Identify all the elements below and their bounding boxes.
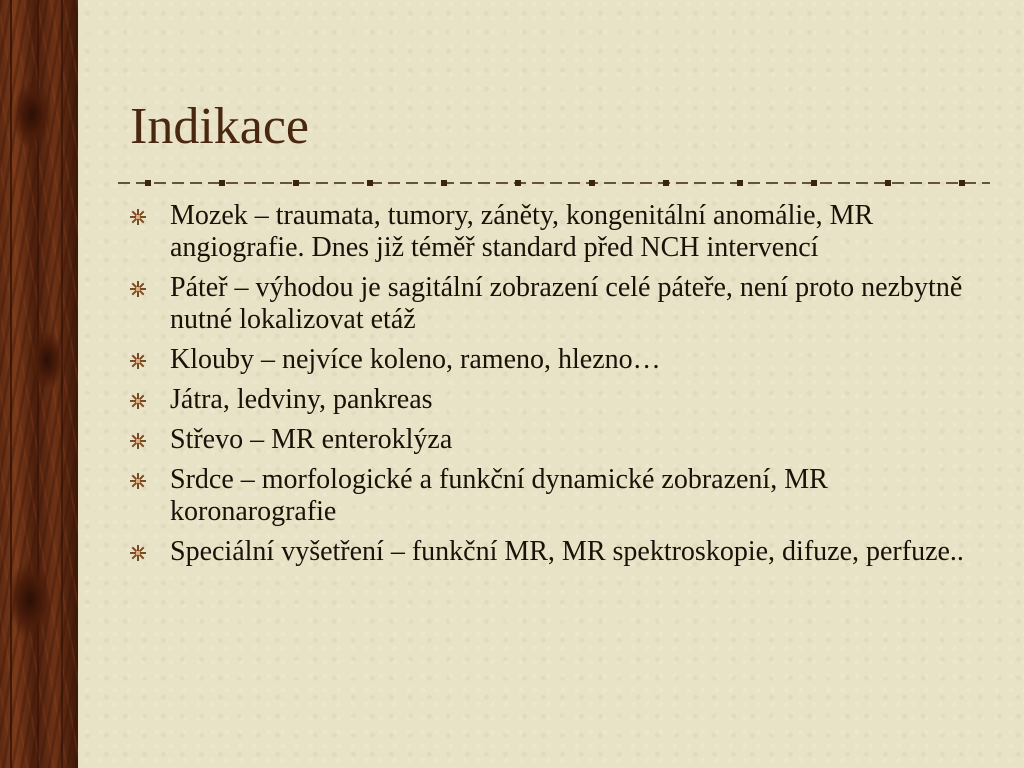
list-item bbox=[130, 464, 1000, 528]
star-burst-icon bbox=[130, 353, 146, 369]
divider-square-mark bbox=[145, 180, 151, 186]
dashed-divider bbox=[118, 176, 990, 190]
star-burst-icon bbox=[130, 433, 146, 449]
bullet-text: Páteř – výhodou je sagitální zobrazení celé páteře, není proto nezbytně nutné lokalizovat etáž bbox=[170, 272, 963, 335]
star-burst-icon bbox=[130, 473, 146, 489]
divider-square-mark bbox=[589, 180, 595, 186]
wood-knot bbox=[30, 330, 64, 390]
divider-square-mark bbox=[663, 180, 669, 186]
star-burst-icon bbox=[130, 393, 146, 409]
list-item bbox=[130, 536, 1000, 568]
bullet-text: Klouby – nejvíce koleno, rameno, hlezno… bbox=[170, 344, 661, 375]
divider-square-mark bbox=[441, 180, 447, 186]
list-item bbox=[130, 424, 1000, 456]
wood-grain-line bbox=[61, 0, 63, 768]
wood-knot bbox=[8, 560, 52, 640]
list-item bbox=[130, 384, 1000, 416]
wood-knot bbox=[12, 80, 52, 150]
list-item bbox=[130, 344, 1000, 376]
divider-square-mark bbox=[293, 180, 299, 186]
wood-texture-sidebar bbox=[0, 0, 78, 768]
star-burst-icon bbox=[130, 281, 146, 297]
divider-square-mark bbox=[219, 180, 225, 186]
bullet-text: Játra, ledviny, pankreas bbox=[170, 384, 433, 415]
bullet-text: Mozek – traumata, tumory, záněty, kongenitální anomálie, MR angiografie. Dnes již téměř standard před NCH intervencí bbox=[170, 200, 874, 263]
bullet-text: Střevo – MR enteroklýza bbox=[170, 424, 453, 455]
list-item bbox=[130, 200, 1000, 264]
bullet-list bbox=[130, 200, 1000, 576]
divider-square-mark bbox=[885, 180, 891, 186]
star-burst-icon bbox=[130, 545, 146, 561]
divider-square-mark bbox=[515, 180, 521, 186]
divider-square-mark bbox=[367, 180, 373, 186]
divider-square-mark bbox=[811, 180, 817, 186]
bullet-text: Srdce – morfologické a funkční dynamické zobrazení, MR koronarografie bbox=[170, 464, 828, 527]
divider-square-mark bbox=[959, 180, 965, 186]
star-burst-icon bbox=[130, 209, 146, 225]
divider-square-mark bbox=[737, 180, 743, 186]
slide-title: Indikace bbox=[130, 98, 310, 155]
list-item bbox=[130, 272, 1000, 336]
bullet-text: Speciální vyšetření – funkční MR, MR spektroskopie, difuze, perfuze.. bbox=[170, 536, 964, 567]
